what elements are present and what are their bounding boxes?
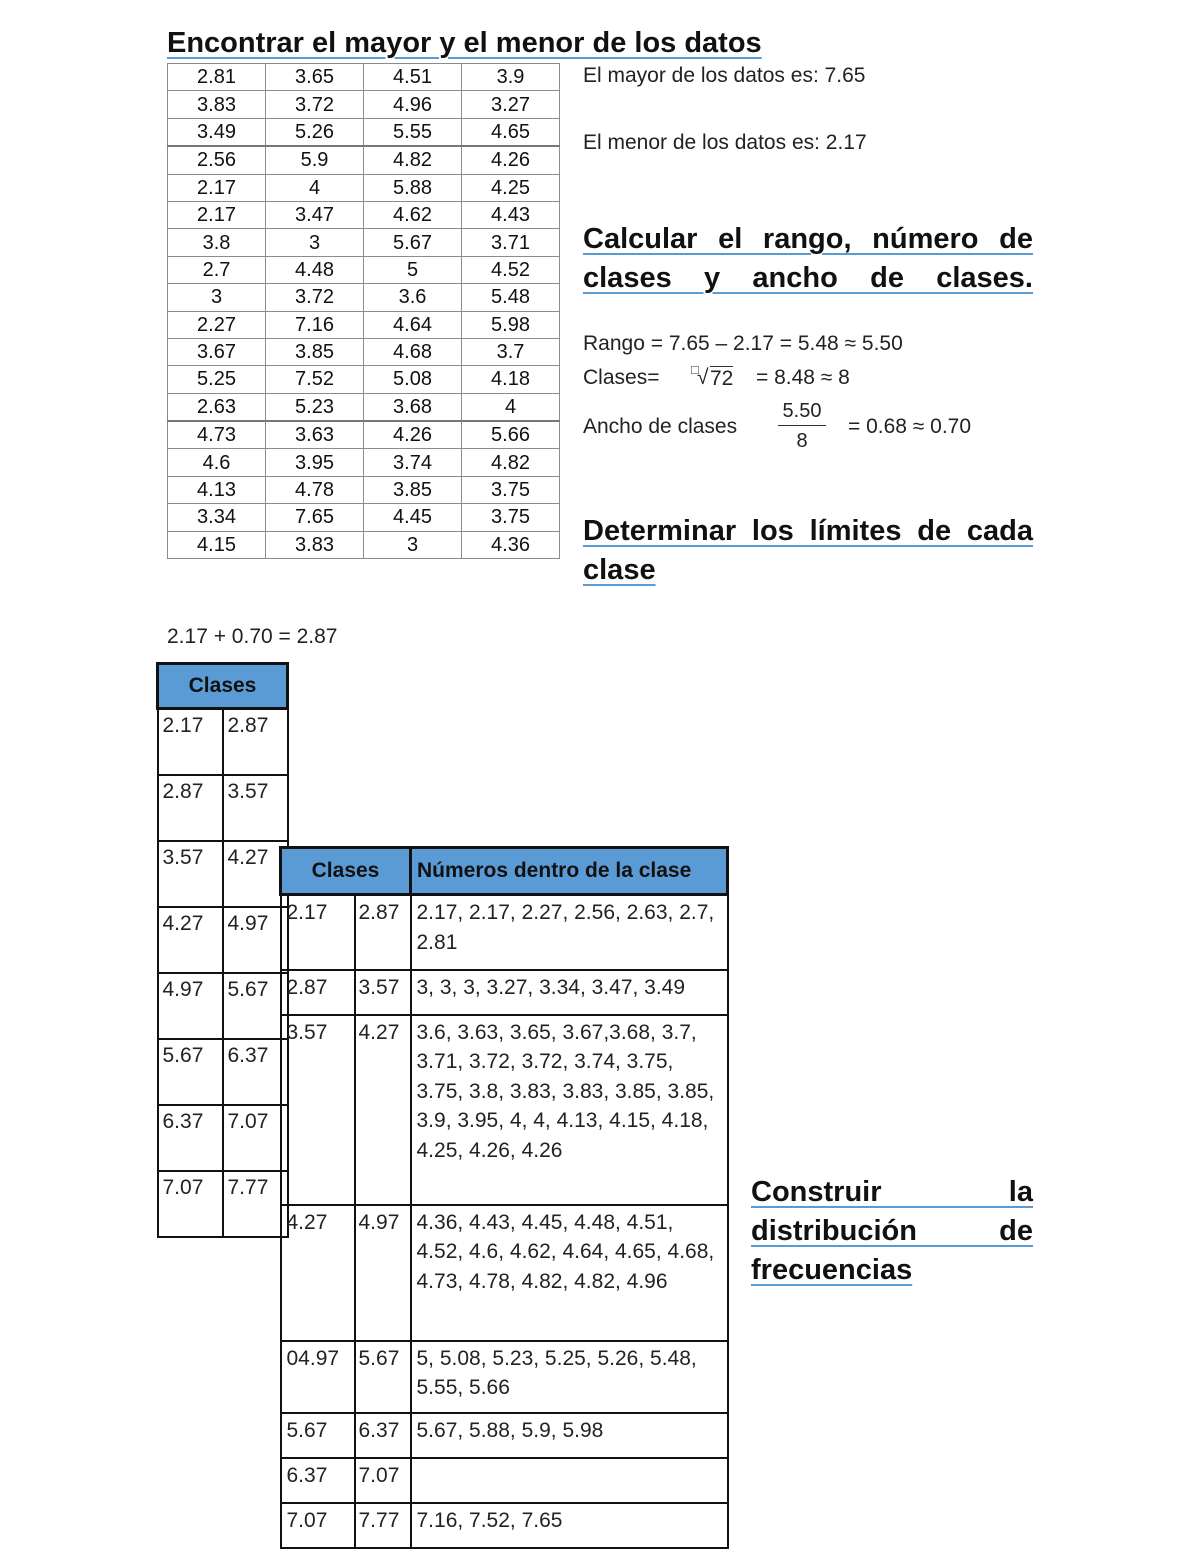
freq-class-high: 4.27 [355,1015,411,1205]
data-cell: 4.64 [364,311,462,338]
freq-class-numbers: 5, 5.08, 5.23, 5.25, 5.26, 5.48, 5.55, 5.66 [411,1341,728,1413]
min-value-text: El menor de los datos es: 2.17 [583,131,867,154]
table-row [158,841,288,907]
table-row [281,1503,728,1548]
table-row [281,1413,728,1458]
table-row [168,256,560,283]
table-row [158,709,288,776]
data-cell: 4.15 [168,531,266,558]
table-row [168,338,560,365]
data-cell: 5.66 [462,421,560,449]
data-cell: 3.49 [168,118,266,146]
freq-class-low: 2.87 [281,970,355,1015]
table-row [281,1205,728,1341]
heading-calc-text: Calcular el rango, número de clases y ancho de clases. [583,223,1033,294]
table-row [168,146,560,174]
data-cell: 3.7 [462,338,560,365]
freq-class-high: 3.57 [355,970,411,1015]
data-cell: 3.83 [266,531,364,558]
class-upper-limit: 5.67 [223,973,288,1039]
heading-limits-text: Determinar los límites de cada clase [583,515,1033,586]
class-upper-limit: 6.37 [223,1039,288,1105]
data-cell: 4.18 [462,366,560,393]
table-row [158,1039,288,1105]
clases-label: Clases= [583,366,660,389]
freq-class-numbers: 4.36, 4.43, 4.45, 4.48, 4.51, 4.52, 4.6, 4.62, 4.64, 4.65, 4.68, 4.73, 4.78, 4.82, 4.82, 4.96 [411,1205,728,1341]
heading-limits [583,512,1033,590]
data-cell: 3.83 [168,91,266,118]
table-row [168,366,560,393]
class-lower-limit: 2.17 [158,709,223,776]
data-cell: 4.26 [364,421,462,449]
table-row [158,1171,288,1237]
heading-find-max-min: Encontrar el mayor y el menor de los datos [167,27,762,59]
data-cell: 5 [364,256,462,283]
table-row [281,1341,728,1413]
data-cell: 3.75 [462,504,560,531]
data-cell: 4.13 [168,476,266,503]
data-cell: 2.17 [168,201,266,228]
data-cell: 5.08 [364,366,462,393]
class-upper-limit: 7.77 [223,1171,288,1237]
class-upper-limit: 3.57 [223,775,288,841]
freq-class-low: 5.67 [281,1413,355,1458]
data-cell: 3 [364,531,462,558]
freq-class-high: 7.77 [355,1503,411,1548]
table-row [168,393,560,421]
root-index: □ [691,362,699,377]
heading-calc [583,220,1033,298]
data-cell: 3.63 [266,421,364,449]
data-cell: 4.6 [168,449,266,476]
freq-class-low: 6.37 [281,1458,355,1503]
freq-class-high: 6.37 [355,1413,411,1458]
data-cell: 3.34 [168,504,266,531]
data-cell: 3.67 [168,338,266,365]
data-cell: 4.82 [364,146,462,174]
data-cell: 5.26 [266,118,364,146]
class-lower-limit: 6.37 [158,1105,223,1171]
freq-class-numbers: 2.17, 2.17, 2.27, 2.56, 2.63, 2.7, 2.81 [411,895,728,970]
data-table [167,63,560,559]
data-cell: 4.48 [266,256,364,283]
data-cell: 3.47 [266,201,364,228]
max-value-text: El mayor de los datos es: 7.65 [583,64,866,87]
table-row [168,284,560,311]
table-row [168,421,560,449]
data-cell: 4.78 [266,476,364,503]
table-row [168,201,560,228]
data-cell: 3.71 [462,229,560,256]
data-cell: 4.45 [364,504,462,531]
classes-header: Clases [158,664,288,709]
class-lower-limit: 3.57 [158,841,223,907]
data-cell: 3.8 [168,229,266,256]
freq-class-low: 7.07 [281,1503,355,1548]
class-upper-limit: 4.97 [223,907,288,973]
freq-class-high: 2.87 [355,895,411,970]
table-row [168,64,560,91]
freq-class-numbers [411,1458,728,1503]
class-lower-limit: 2.87 [158,775,223,841]
table-row [168,504,560,531]
freq-class-high: 5.67 [355,1341,411,1413]
clases-radicand: 72 [710,367,734,390]
table-row [168,476,560,503]
data-cell: 5.48 [462,284,560,311]
data-cell: 3.74 [364,449,462,476]
data-cell: 5.98 [462,311,560,338]
fraction-denominator: 8 [796,430,808,452]
data-cell: 5.88 [364,174,462,201]
data-cell: 4 [462,393,560,421]
freq-class-numbers: 7.16, 7.52, 7.65 [411,1503,728,1548]
limit-sum-line: 2.17 + 0.70 = 2.87 [167,625,338,648]
data-cell: 3.27 [462,91,560,118]
data-cell: 3 [266,229,364,256]
table-row [158,973,288,1039]
data-cell: 5.55 [364,118,462,146]
data-cell: 3.6 [364,284,462,311]
data-cell: 7.52 [266,366,364,393]
data-cell: 2.7 [168,256,266,283]
data-cell: 2.63 [168,393,266,421]
table-row [281,895,728,970]
class-lower-limit: 5.67 [158,1039,223,1105]
class-lower-limit: 4.97 [158,973,223,1039]
class-lower-limit: 7.07 [158,1171,223,1237]
data-cell: 5.25 [168,366,266,393]
heading-build-text: Construir la distribución de frecuencias [751,1176,1033,1286]
ancho-fraction [778,400,826,453]
freq-class-numbers: 5.67, 5.88, 5.9, 5.98 [411,1413,728,1458]
data-cell: 4.43 [462,201,560,228]
data-cell: 4.62 [364,201,462,228]
class-upper-limit: 2.87 [223,709,288,776]
table-row [158,1105,288,1171]
data-cell: 3.85 [266,338,364,365]
table-row [281,1458,728,1503]
freq-class-low: 04.97 [281,1341,355,1413]
table-row [168,91,560,118]
fraction-numerator: 5.50 [778,400,826,426]
data-cell: 3 [168,284,266,311]
table-row [281,1015,728,1205]
heading-build [751,1173,1033,1290]
data-cell: 4.82 [462,449,560,476]
ancho-label: Ancho de clases [583,415,738,438]
freq-class-low: 4.27 [281,1205,355,1341]
table-row [168,118,560,146]
table-row [168,531,560,558]
data-cell: 5.23 [266,393,364,421]
table-row [158,775,288,841]
data-cell: 4.73 [168,421,266,449]
class-lower-limit: 4.27 [158,907,223,973]
class-upper-limit: 4.27 [223,841,288,907]
data-cell: 4.52 [462,256,560,283]
data-cell: 3.72 [266,91,364,118]
freq-class-low: 2.17 [281,895,355,970]
data-cell: 2.56 [168,146,266,174]
table-row [158,907,288,973]
data-cell: 4.26 [462,146,560,174]
data-cell: 3.9 [462,64,560,91]
data-cell: 2.17 [168,174,266,201]
data-cell: 4.65 [462,118,560,146]
table-row [168,311,560,338]
freq-class-high: 4.97 [355,1205,411,1341]
classes-table [156,662,289,1238]
freq-header-classes: Clases [281,848,411,895]
freq-class-low: 3.57 [281,1015,355,1205]
sqrt-symbol: √ [697,366,709,389]
class-upper-limit: 7.07 [223,1105,288,1171]
freq-class-high: 7.07 [355,1458,411,1503]
data-cell: 3.75 [462,476,560,503]
table-row [168,449,560,476]
data-cell: 7.65 [266,504,364,531]
data-cell: 3.72 [266,284,364,311]
freq-header-numbers: Números dentro de la clase [411,848,728,895]
table-row [168,229,560,256]
data-cell: 3.95 [266,449,364,476]
data-cell: 4.96 [364,91,462,118]
freq-class-numbers: 3, 3, 3, 3.27, 3.34, 3.47, 3.49 [411,970,728,1015]
rango-formula: Rango = 7.65 – 2.17 = 5.48 ≈ 5.50 [583,332,903,355]
frequency-table [279,846,729,1549]
data-cell: 4.25 [462,174,560,201]
data-cell: 2.27 [168,311,266,338]
data-cell: 4.51 [364,64,462,91]
data-cell: 4.68 [364,338,462,365]
data-cell: 3.65 [266,64,364,91]
data-cell: 4 [266,174,364,201]
data-cell: 3.68 [364,393,462,421]
data-cell: 2.81 [168,64,266,91]
table-row [168,174,560,201]
table-row [281,970,728,1015]
data-cell: 4.36 [462,531,560,558]
data-cell: 5.9 [266,146,364,174]
clases-result: = 8.48 ≈ 8 [756,366,850,389]
data-cell: 7.16 [266,311,364,338]
data-cell: 5.67 [364,229,462,256]
freq-class-numbers: 3.6, 3.63, 3.65, 3.67,3.68, 3.7, 3.71, 3.72, 3.72, 3.74, 3.75, 3.75, 3.8, 3.83, 3.83, 3.85, 3.85, 3.9, 3.95, 4, 4, 4.13, 4.15, 4.18, 4.25, 4.26, 4.26 [411,1015,728,1205]
data-cell: 3.85 [364,476,462,503]
ancho-result: = 0.68 ≈ 0.70 [848,415,972,438]
